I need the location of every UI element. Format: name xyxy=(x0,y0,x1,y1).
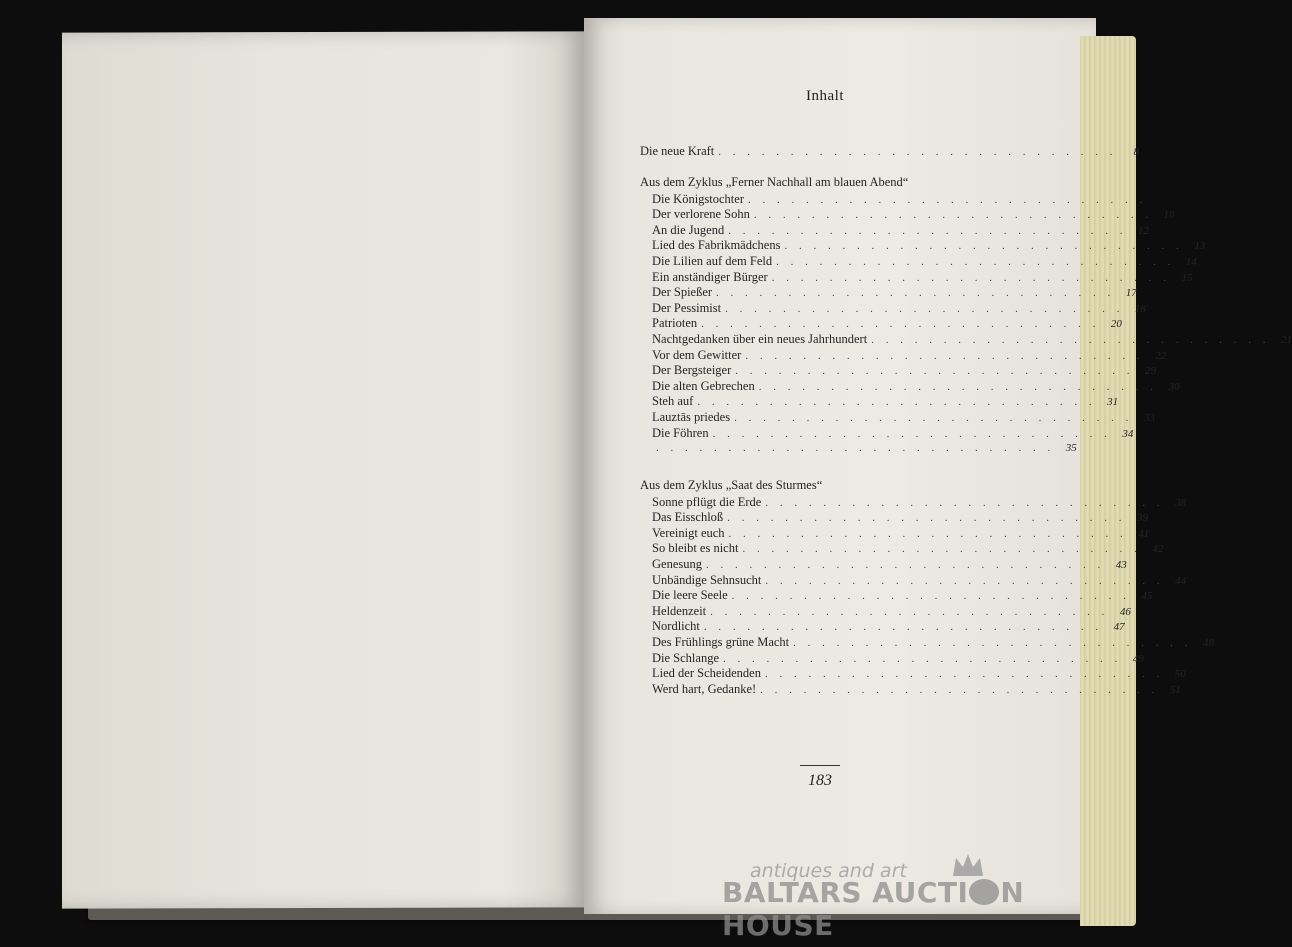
footer-rule xyxy=(800,765,840,766)
toc-entry xyxy=(640,441,1077,457)
toc-entry xyxy=(640,409,1155,426)
toc-entry xyxy=(640,331,1292,348)
leader-dots: . . . . . . . . . . . . . . . . . . . . . . . . . . . . xyxy=(771,271,1171,284)
toc-entry-page: 17 xyxy=(1125,287,1137,300)
toc-entry-page: 33 xyxy=(1143,411,1155,424)
toc-entry-title: Lied des Fabrikmädchens xyxy=(652,238,781,253)
leader-dots: . . . . . . . . . . . . . . . . . . . . . . . . . . . . xyxy=(742,543,1142,556)
toc-entry-title: Die neue Kraft xyxy=(640,144,715,158)
leader-dots: . . . . . . . . . . . . . . . . . . . . . . . . . . . . xyxy=(728,224,1127,237)
toc-entry xyxy=(640,557,1127,573)
toc-entry-title: Der verlorene Sohn xyxy=(652,207,750,222)
leader-dots: . . . . . . . . . . . . . . . . . . . . . . . . . . . . xyxy=(697,396,1097,409)
toc-entry xyxy=(640,347,1167,364)
toc-entry xyxy=(640,378,1180,395)
toc-entry-page: 31 xyxy=(1107,396,1119,409)
toc-entry-title: Der Pessimist xyxy=(652,300,722,315)
leader-dots: . . . . . . . . . . . . . . . . . . . . . . . . . . . . xyxy=(760,683,1159,696)
toc-entry-title: Vereinigt euch xyxy=(652,525,725,540)
toc-entry-page: 49 xyxy=(1132,652,1144,665)
toc-entry-title: Nachtgedanken über ein neues Jahrhundert xyxy=(652,331,868,346)
toc-entry-title: Der Spießer xyxy=(652,285,713,300)
toc-entry xyxy=(640,300,1146,317)
toc-entry-page: 29 xyxy=(1145,365,1157,378)
leader-dots: . . . . . . . . . . . . . . . . . . . . . . . . . . . . xyxy=(871,333,1270,346)
leader-dots: . . . . . . . . . . . . . . . . . . . . . . . . . . . . xyxy=(764,668,1164,681)
toc-entry xyxy=(640,603,1131,620)
toc-entry-title: Die leere Seele xyxy=(652,588,728,603)
toc-entry-title: Unbändige Sehnsucht xyxy=(652,572,762,587)
toc-entry xyxy=(640,269,1193,286)
leader-dots: . . . . . . . . . . . . . . . . . . . . . . . . . . . . xyxy=(745,349,1145,362)
toc-entry-page: 50 xyxy=(1174,668,1186,681)
toc-entry xyxy=(640,635,1214,651)
toc-entry xyxy=(640,425,1134,442)
toc-entry-page: 13 xyxy=(1194,240,1206,253)
toc-entry-title: Der Bergsteiger xyxy=(652,363,732,378)
toc-entry xyxy=(640,316,1122,332)
leader-dots: . . . . . . . . . . . . . . . . . . . . . . . . . . . . xyxy=(712,427,1112,440)
page-edges xyxy=(1080,36,1136,926)
toc-entry-page: 39 xyxy=(1136,512,1148,525)
toc-entry xyxy=(640,572,1187,589)
leader-dots: . . . . . . . . . . . . . . . . . . . . . . . . . . . . xyxy=(656,442,1055,455)
toc-entry-page: 41 xyxy=(1138,527,1150,540)
watermark-name xyxy=(722,876,1122,942)
toc-entry-title: Genesung xyxy=(652,557,702,572)
toc-entry-title: Die Schlange xyxy=(652,650,719,665)
toc-entry-title: Lauztās priedes xyxy=(652,409,731,424)
toc-entry xyxy=(640,619,1125,635)
leader-dots: . . . . . . . . . . . . . . . . . . . . . . . . . . . . xyxy=(718,146,1118,158)
toc-entry xyxy=(640,588,1153,604)
toc-entry xyxy=(640,541,1164,557)
page-number: 183 xyxy=(808,772,832,789)
leader-dots: . . . . . . . . . . . . . . . . . . . . . . . . . . . . xyxy=(716,287,1115,300)
toc-entry-opening xyxy=(640,144,1140,160)
leader-dots: . . . . . . . . . . . . . . . . . . . . . . . . . . . . xyxy=(735,365,1135,378)
leader-dots: . . . . . . . . . . . . . . . . . . . . . . . . . . . . xyxy=(753,209,1153,222)
toc-entry xyxy=(640,285,1137,301)
toc-entry xyxy=(640,238,1206,254)
toc-entry-page: 48 xyxy=(1202,637,1214,650)
leader-dots: . . . . . . . . . . . . . . . . . . . . . . . . . . . . xyxy=(723,652,1122,665)
toc-entry-title: Patrioten xyxy=(652,316,698,331)
toc-entry xyxy=(640,363,1157,379)
leader-dots: . . . . . . . . . . . . . . . . . . . . . . . . . . . . xyxy=(725,302,1124,315)
leader-dots: . . . . . . . . . . . . . . . . . . . . . . . . . . . . xyxy=(748,193,1147,206)
toc-entry xyxy=(640,681,1181,698)
toc-entry-page: 45 xyxy=(1141,590,1153,603)
toc-entry-title: An die Jugend xyxy=(652,222,725,237)
toc-entry-page: 46 xyxy=(1119,605,1131,618)
toc-entry-title: Die Königstochter xyxy=(652,191,744,206)
table-of-contents xyxy=(640,140,1292,697)
leader-dots: . . . . . . . . . . . . . . . . . . . . . . . . . . . . xyxy=(727,512,1126,525)
toc-entry-title: Werd hart, Gedanke! xyxy=(652,681,757,696)
leader-dots: . . . . . . . . . . . . . . . . . . . . . . . . . . . . xyxy=(731,590,1131,603)
toc-entry-page: 12 xyxy=(1137,224,1149,237)
toc-entry-page: 21 xyxy=(1280,333,1292,346)
toc-entry-page: 43 xyxy=(1115,559,1127,572)
toc-entry-title: Steh auf xyxy=(652,394,694,409)
toc-entry-page: 20 xyxy=(1110,318,1122,331)
toc-entry-title: Die Föhren xyxy=(652,425,709,440)
toc-section-heading: Aus dem Zyklus „Ferner Nachhall am blauen Abend“ xyxy=(640,174,909,189)
toc-entry-page: 10 xyxy=(1163,209,1175,222)
leader-dots: . . . . . . . . . . . . . . . . . . . . . . . . . . . . xyxy=(701,318,1100,331)
leader-dots: . . . . . . . . . . . . . . . . . . . . . . . . . . . . xyxy=(793,637,1192,650)
toc-entry-page: 34 xyxy=(1122,427,1134,440)
toc-section-heading: Aus dem Zyklus „Saat des Sturmes“ xyxy=(640,477,823,492)
toc-entry-page: 15 xyxy=(1181,271,1193,284)
watermark-name-part2: N HOUSE xyxy=(722,876,1025,942)
watermark-o-badge xyxy=(969,879,999,905)
toc-entry-title: Nordlicht xyxy=(652,619,700,634)
toc-entry-title: Des Frühlings grüne Macht xyxy=(652,635,790,650)
leader-dots: . . . . . . . . . . . . . . . . . . . . . . . . . . . . xyxy=(706,559,1105,572)
toc-entry-page: 51 xyxy=(1169,683,1181,696)
toc-entry xyxy=(640,650,1144,667)
toc-entry xyxy=(640,191,1147,208)
leader-dots: . . . . . . . . . . . . . . . . . . . . . . . . . . . . xyxy=(710,605,1109,618)
watermark-name-part1: BALTARS AUCTI xyxy=(722,876,969,909)
toc-entry-title: Heldenzeit xyxy=(652,603,707,618)
watermark-tagline: antiques and art xyxy=(750,860,907,882)
toc-entry xyxy=(640,494,1187,511)
toc-entry xyxy=(640,394,1119,410)
leader-dots: . . . . . . . . . . . . . . . . . . . . . . . . . . . . xyxy=(728,527,1128,540)
toc-entry-page: 30 xyxy=(1168,380,1180,393)
left-page-blank xyxy=(62,31,584,908)
toc-entry-page: 18 xyxy=(1134,302,1146,315)
toc-entry xyxy=(640,253,1197,270)
leader-dots: . . . . . . . . . . . . . . . . . . . . . . . . . . . . xyxy=(765,496,1165,509)
toc-entry-page: 47 xyxy=(1113,621,1125,634)
toc-entry xyxy=(640,207,1175,223)
toc-entry-page: 44 xyxy=(1175,574,1187,587)
toc-entry-page: 14 xyxy=(1185,255,1197,268)
toc-entry-title: Lied der Scheidenden xyxy=(652,666,761,681)
toc-entry-title: Die Lilien auf dem Feld xyxy=(652,253,773,268)
leader-dots: . . . . . . . . . . . . . . . . . . . . . . . . . . . . xyxy=(776,255,1175,268)
toc-entry-page: 35 xyxy=(1065,442,1077,455)
toc-entry-title: Ein anständiger Bürger xyxy=(652,269,768,284)
toc-entry-title: So bleibt es nicht xyxy=(652,541,739,556)
toc-entry xyxy=(640,525,1150,542)
toc-title: Inhalt xyxy=(806,88,844,104)
toc-entry-page: 8 xyxy=(1133,146,1140,158)
leader-dots: . . . . . . . . . . . . . . . . . . . . . . . . . . . . xyxy=(703,621,1103,634)
leader-dots: . . . . . . . . . . . . . . . . . . . . . . . . . . . . xyxy=(734,411,1133,424)
toc-entry xyxy=(640,510,1148,526)
toc-entry-title: Vor dem Gewitter xyxy=(652,347,742,362)
leader-dots: . . . . . . . . . . . . . . . . . . . . . . . . . . . . xyxy=(758,380,1158,393)
toc-entry xyxy=(640,222,1149,239)
toc-entry-title: Das Eisschloß xyxy=(652,510,724,525)
toc-entry xyxy=(640,666,1186,682)
leader-dots: . . . . . . . . . . . . . . . . . . . . . . . . . . . . xyxy=(765,574,1165,587)
toc-entry-title: Die alten Gebrechen xyxy=(652,378,755,393)
toc-entry-page: 42 xyxy=(1152,543,1164,556)
leader-dots: . . . . . . . . . . . . . . . . . . . . . . . . . . . . xyxy=(784,240,1184,253)
toc-entry-page: 38 xyxy=(1175,496,1187,509)
toc-entry-title: Sonne pflügt die Erde xyxy=(652,494,762,509)
toc-entry-page: 22 xyxy=(1155,349,1167,362)
